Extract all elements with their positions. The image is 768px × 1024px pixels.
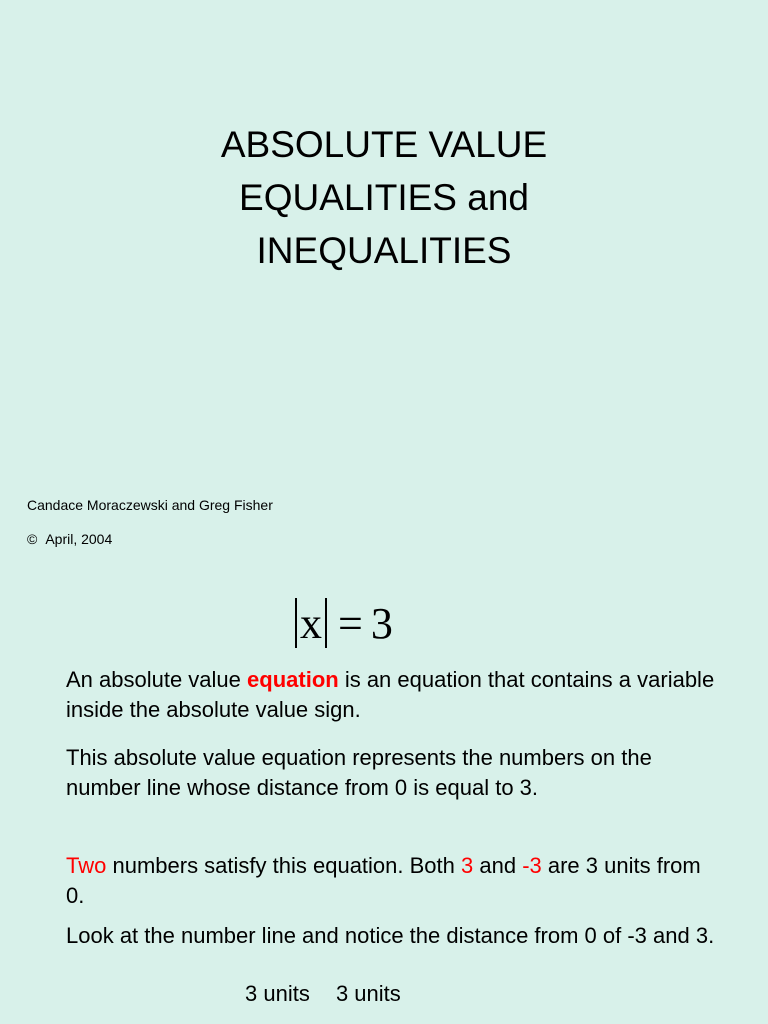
paragraph-number-line: Look at the number line and notice the distance from 0 of -3 and 3. xyxy=(66,923,715,948)
copyright-icon: © xyxy=(27,531,38,547)
unit-label-left: 3 units xyxy=(245,981,310,1006)
title-line-1: ABSOLUTE VALUE xyxy=(220,124,548,165)
unit-label-right: 3 units xyxy=(335,981,401,1006)
highlight-two: Two xyxy=(66,853,107,878)
unit-labels xyxy=(245,979,421,1009)
p1-text-before: An absolute value xyxy=(66,667,248,692)
equation-value: 3 xyxy=(370,599,393,648)
paragraph-meaning: This absolute value equation represents the numbers on the number line whose distance from 0 is equal to 3. xyxy=(66,745,652,800)
credits xyxy=(27,497,273,565)
equation-variable: x xyxy=(300,599,322,648)
date: April, 2004 xyxy=(45,531,113,547)
p3-text-b: and xyxy=(473,853,523,878)
highlight-equation: equation xyxy=(247,667,339,692)
abs-bar-right xyxy=(325,598,327,648)
equation-operator: = xyxy=(338,599,363,648)
authors: Candace Moraczewski and Greg Fisher xyxy=(27,497,273,513)
paragraph-solutions xyxy=(66,851,716,911)
abs-bar-left xyxy=(295,598,297,648)
title-line-2: EQUALITIES and xyxy=(239,177,529,218)
highlight-3: 3 xyxy=(461,853,474,878)
highlight-neg3: -3 xyxy=(522,853,542,878)
copyright-line xyxy=(27,531,273,547)
p3-text-a: numbers satisfy this equation. Both xyxy=(106,853,461,878)
p3-text-c: are 3 units from 0. xyxy=(66,853,701,908)
p1-text-after: is an equation that contains a variable inside the absolute value sign. xyxy=(66,667,715,722)
slide-title xyxy=(0,118,768,277)
absolute-value-equation xyxy=(292,598,393,649)
title-line-3: INEQUALITIES xyxy=(256,230,512,271)
paragraph-definition xyxy=(66,665,716,725)
